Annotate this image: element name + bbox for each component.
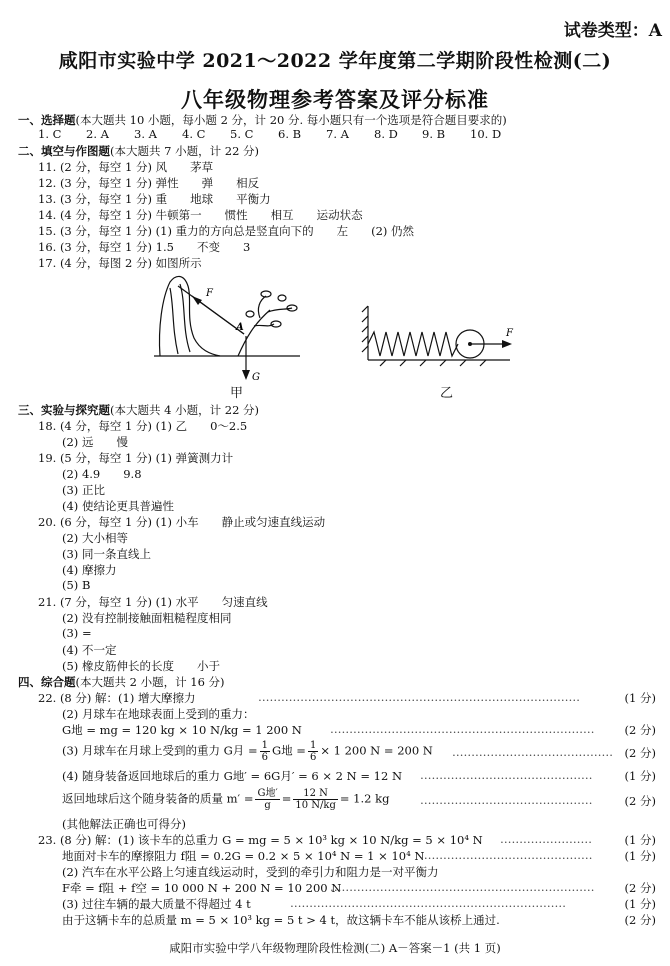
choice-answer: 10. D <box>470 127 502 141</box>
answer-q18-1: 18. (4 分，每空 1 分) (1) 乙 0～2.5 <box>38 419 248 433</box>
answer-q11: 11. (2 分，每空 1 分) 风 茅草 <box>38 160 214 174</box>
section-choice-heading: 一、选择题(本大题共 10 小题，每小题 2 分，计 20 分. 每小题只有一个选项是符合题目要求的) <box>18 113 507 127</box>
score-mark: (2 分) <box>624 746 656 760</box>
fraction-mass: $\frac{\text{G地′}}{g}$ <box>257 788 278 811</box>
page-footer: 咸阳市实验中学八年级物理阶段性检测(二) A－答案－1 (共 1 页) <box>169 941 501 955</box>
dot-leader: …………………………………………………………… <box>330 880 595 894</box>
choice-answer: 7. A <box>326 127 349 141</box>
score-mark: (1 分) <box>624 769 656 783</box>
answer-q21-5: (5) 橡皮筋伸长的长度 小于 <box>62 659 220 673</box>
fraction-one-sixth: $\frac{1}{6}$ <box>309 740 317 763</box>
force-label-f-spring: F <box>506 328 513 339</box>
point-label-a: A <box>236 322 244 333</box>
dot-leader: ……………………………………………………………… <box>290 896 566 910</box>
choice-answer: 2. A <box>86 127 109 141</box>
dot-leader: …………………… <box>500 832 592 846</box>
answer-q14: 14. (4 分，每空 1 分) 牛顿第一 惯性 相互 运动状态 <box>38 208 363 222</box>
answer-q18-2: (2) 远 慢 <box>62 435 128 449</box>
answer-q23-2: 地面对卡车的摩擦阻力 f阻 = 0.2G = 0.2 × 5 × 10⁴ N = 1 × 10⁴ N <box>62 849 425 863</box>
choice-answer: 4. C <box>182 127 206 141</box>
answer-q20-1: 20. (6 分，每空 1 分) (1) 小车 静止或匀速直线运动 <box>38 515 326 529</box>
answer-q22-6: 返回地球后这个随身装备的质量 m′ = $\frac{\text{G地′}}{g}$ = $\frac{12 N}{10 N/kg}$ = 1.2 kg <box>62 788 390 811</box>
answer-q20-4: (4) 摩擦力 <box>62 563 117 577</box>
answer-q20-3: (3) 同一条直线上 <box>62 547 151 561</box>
section-fill-heading: 二、填空与作图题(本大题共 7 小题，计 22 分) <box>18 144 260 158</box>
score-mark: (1 分) <box>624 691 656 705</box>
answer-q23-4: F牵 = f阻 + f空 = 10 000 N + 200 N = 10 200 N <box>62 881 342 895</box>
dot-leader: ……………………………………… <box>420 848 593 862</box>
answer-q16: 16. (3 分，每空 1 分) 1.5 不变 3 <box>38 240 251 254</box>
score-mark: (1 分) <box>624 849 656 863</box>
answer-q23-1: 23. (8 分) 解：(1) 该卡车的总重力 G = mg = 5 × 10³ kg × 10 N/kg = 5 × 10⁴ N <box>38 833 483 847</box>
document-title: 八年级物理参考答案及评分标准 <box>181 87 489 112</box>
dot-leader: ……………………………………… <box>420 768 593 782</box>
choice-answer: 9. B <box>422 127 446 141</box>
figure-tree-force-diagram <box>150 268 310 388</box>
figure-label-left: 甲 <box>230 386 244 401</box>
answer-q20-2: (2) 大小相等 <box>62 531 128 545</box>
choice-answer: 6. B <box>278 127 302 141</box>
paper-type: 试卷类型：A <box>563 21 662 41</box>
answer-q23-6: 由于这辆卡车的总质量 m = 5 × 10³ kg = 5 t > 4 t，故这辆卡车不能从该桥上通过. <box>62 913 500 927</box>
answer-q20-5: (5) B <box>62 578 91 592</box>
answer-q23-5: (3) 过往车辆的最大质量不得超过 4 t <box>62 897 251 911</box>
answer-q15: 15. (3 分，每空 1 分) (1) 重力的方向总是竖直向下的 左 (2) 仍然 <box>38 224 415 238</box>
fraction-one-sixth: $\frac{1}{6}$ <box>261 740 268 763</box>
score-mark: (1 分) <box>624 897 656 911</box>
dot-leader: ………………………………………………………………………… <box>258 690 580 704</box>
answer-q19-1: 19. (5 分，每空 1 分) (1) 弹簧测力计 <box>38 451 234 465</box>
choice-answer: 3. A <box>134 127 157 141</box>
answer-q22-2: (2) 月球车在地球表面上受到的重力： <box>62 707 255 721</box>
answer-q21-4: (4) 不一定 <box>62 643 117 657</box>
choice-answer: 1. C <box>38 127 62 141</box>
choice-answers-row <box>38 127 518 141</box>
choice-answer: 8. D <box>374 127 398 141</box>
answer-q22-1: 22. (8 分) 解：(1) 增大摩擦力 <box>38 691 196 705</box>
answer-q13: 13. (3 分，每空 1 分) 重 地球 平衡力 <box>38 192 271 206</box>
answer-q21-2: (2) 没有控制接触面粗糙程度相同 <box>62 611 232 625</box>
answer-q22-3: G地 = mg = 120 kg × 10 N/kg = 1 200 N <box>62 723 302 737</box>
force-label-g: G <box>252 372 260 383</box>
figure-label-right: 乙 <box>440 386 454 401</box>
answer-q19-4: (4) 使结论更具普遍性 <box>62 499 174 513</box>
answer-q23-3: (2) 汽车在水平公路上匀速直线运动时，受到的牵引力和阻力是一对平衡力 <box>62 865 439 879</box>
score-mark: (2 分) <box>624 913 656 927</box>
section-comprehensive-heading: 四、综合题(本大题共 2 小题，计 16 分) <box>18 675 225 689</box>
answer-q17: 17. (4 分，每图 2 分) 如图所示 <box>38 256 202 270</box>
answer-q22-7: (其他解法正确也可得分) <box>62 817 186 831</box>
score-mark: (1 分) <box>624 833 656 847</box>
answer-q21-1: 21. (7 分，每空 1 分) (1) 水平 匀速直线 <box>38 595 268 609</box>
force-label-f: F <box>206 288 213 299</box>
answer-q19-3: (3) 正比 <box>62 483 105 497</box>
answer-q12: 12. (3 分，每空 1 分) 弹性 弹 相反 <box>38 176 260 190</box>
figure-spring-diagram <box>360 300 520 370</box>
choice-answer: 5. C <box>230 127 254 141</box>
answer-q19-2: (2) 4.9 9.8 <box>62 467 142 481</box>
school-title: 咸阳市实验中学 2021～2022 学年度第二学期阶段性检测(二) <box>58 50 612 72</box>
fraction-mass-values: $\frac{12 N}{10 N/kg}$ <box>295 788 336 811</box>
dot-leader: …………………………………………………………… <box>330 722 595 736</box>
section-experiment-heading: 三、实验与探究题(本大题共 4 小题，计 22 分) <box>18 403 260 417</box>
score-mark: (2 分) <box>624 794 656 808</box>
answer-q22-5: (4) 随身装备返回地球后的重力 G地′ = 6G月′ = 6 × 2 N = 12 N <box>62 769 403 783</box>
dot-leader: …………………………………… <box>452 745 613 759</box>
score-mark: (2 分) <box>624 881 656 895</box>
answer-q22-4: (3) 月球车在月球上受到的重力 G月 = $\frac{1}{6}$ G地 = $\frac{1}{6}$ × 1 200 N = 200 N <box>62 740 433 763</box>
score-mark: (2 分) <box>624 723 656 737</box>
dot-leader: ……………………………………… <box>420 793 593 807</box>
answer-q21-3: (3) = <box>62 626 92 640</box>
